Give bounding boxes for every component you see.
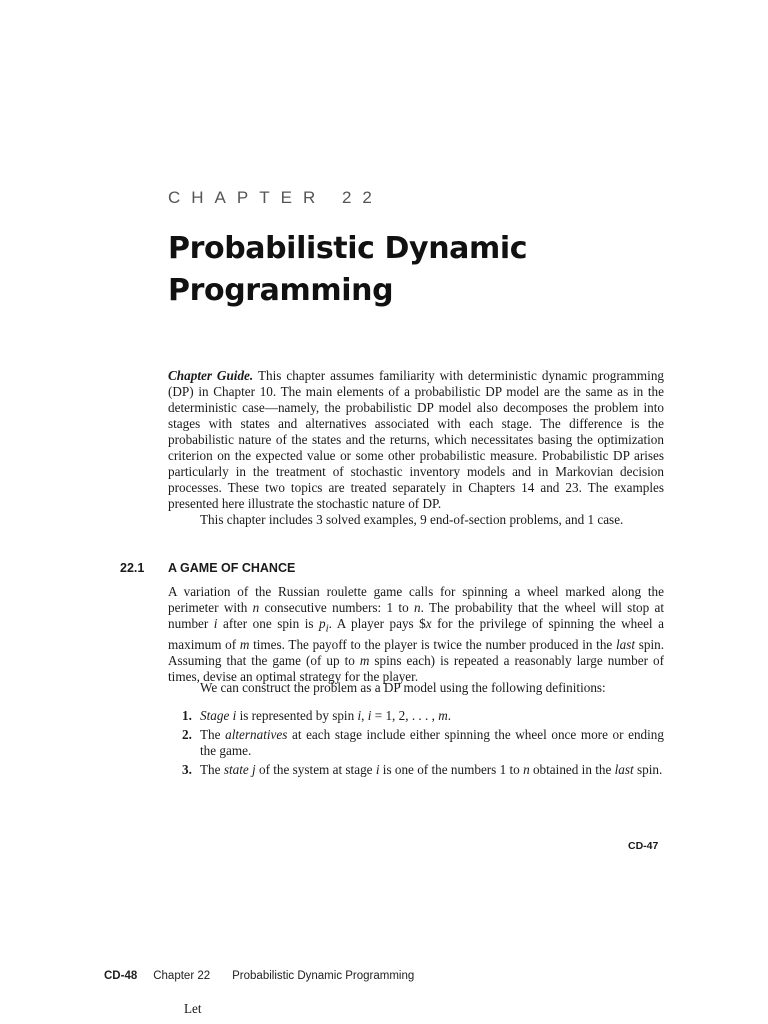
body-text-fragment: Let bbox=[184, 1001, 202, 1016]
running-page-number: CD-48 bbox=[104, 970, 138, 982]
section-number: 22.1 bbox=[120, 561, 145, 575]
list-item: 1. Stage i is represented by spin i, i = 1, 2, . . . , m. bbox=[182, 708, 452, 723]
chapter-title: Probabilistic Dynamic Programming bbox=[168, 231, 528, 308]
list-item: 3. The state j of the system at stage i is one of the numbers 1 to n obtained in the last spin. bbox=[182, 762, 663, 777]
chapter-guide-summary: This chapter includes 3 solved examples, 9 end-of-section problems, and 1 case. bbox=[200, 512, 624, 527]
chapter-guide bbox=[168, 368, 664, 512]
chapter-guide-text: This chapter assumes familiarity with deterministic dynamic programming (DP) in Chapter 10. The main elements of a probabilistic DP model are the same as in the deterministic case—namely, the probabilistic DP model also decomposes the problem into stages with states and alternatives associated with each stage. The difference is the probabilistic nature of the states and the returns, which necessitates basing the optimization criterion on the expected value or some other probabilistic measure. Probabilistic DP arises particularly in the treatment of stochastic inventory models and in Markovian decision processes. These two topics are treated separately in Chapters 14 and 23. The examples presented here illustrate the stochastic nature of DP. bbox=[168, 368, 665, 511]
chapter-guide-lead: Chapter Guide. bbox=[168, 368, 254, 383]
definitions-list bbox=[182, 708, 664, 781]
list-item: 2. The alternatives at each stage include either spinning the wheel once more or ending the game. bbox=[182, 727, 664, 758]
section-paragraph: A variation of the Russian roulette game calls for spinning a wheel marked along the perimeter with n consecutive numbers: 1 to n. The probability that the wheel will stop at number i after one spin is $p_i$. A player pays $x for the privilege of spinning the wheel a maximum of m times. The payoff to the player is twice the number produced in the last spin. Assuming that the game (of up to m spins each) is repeated a reasonably large number of times, devise an optimal strategy for the player. bbox=[168, 584, 665, 684]
running-title: Probabilistic Dynamic Programming bbox=[232, 970, 415, 982]
page-number: CD-47 bbox=[628, 840, 659, 852]
running-head bbox=[104, 970, 414, 982]
section-title: A GAME OF CHANCE bbox=[168, 561, 296, 575]
section-paragraph-2: We can construct the problem as a DP model using the following definitions: bbox=[200, 680, 606, 695]
running-chapter: Chapter 22 bbox=[153, 970, 211, 982]
chapter-label: CHAPTER 22 bbox=[168, 188, 383, 207]
